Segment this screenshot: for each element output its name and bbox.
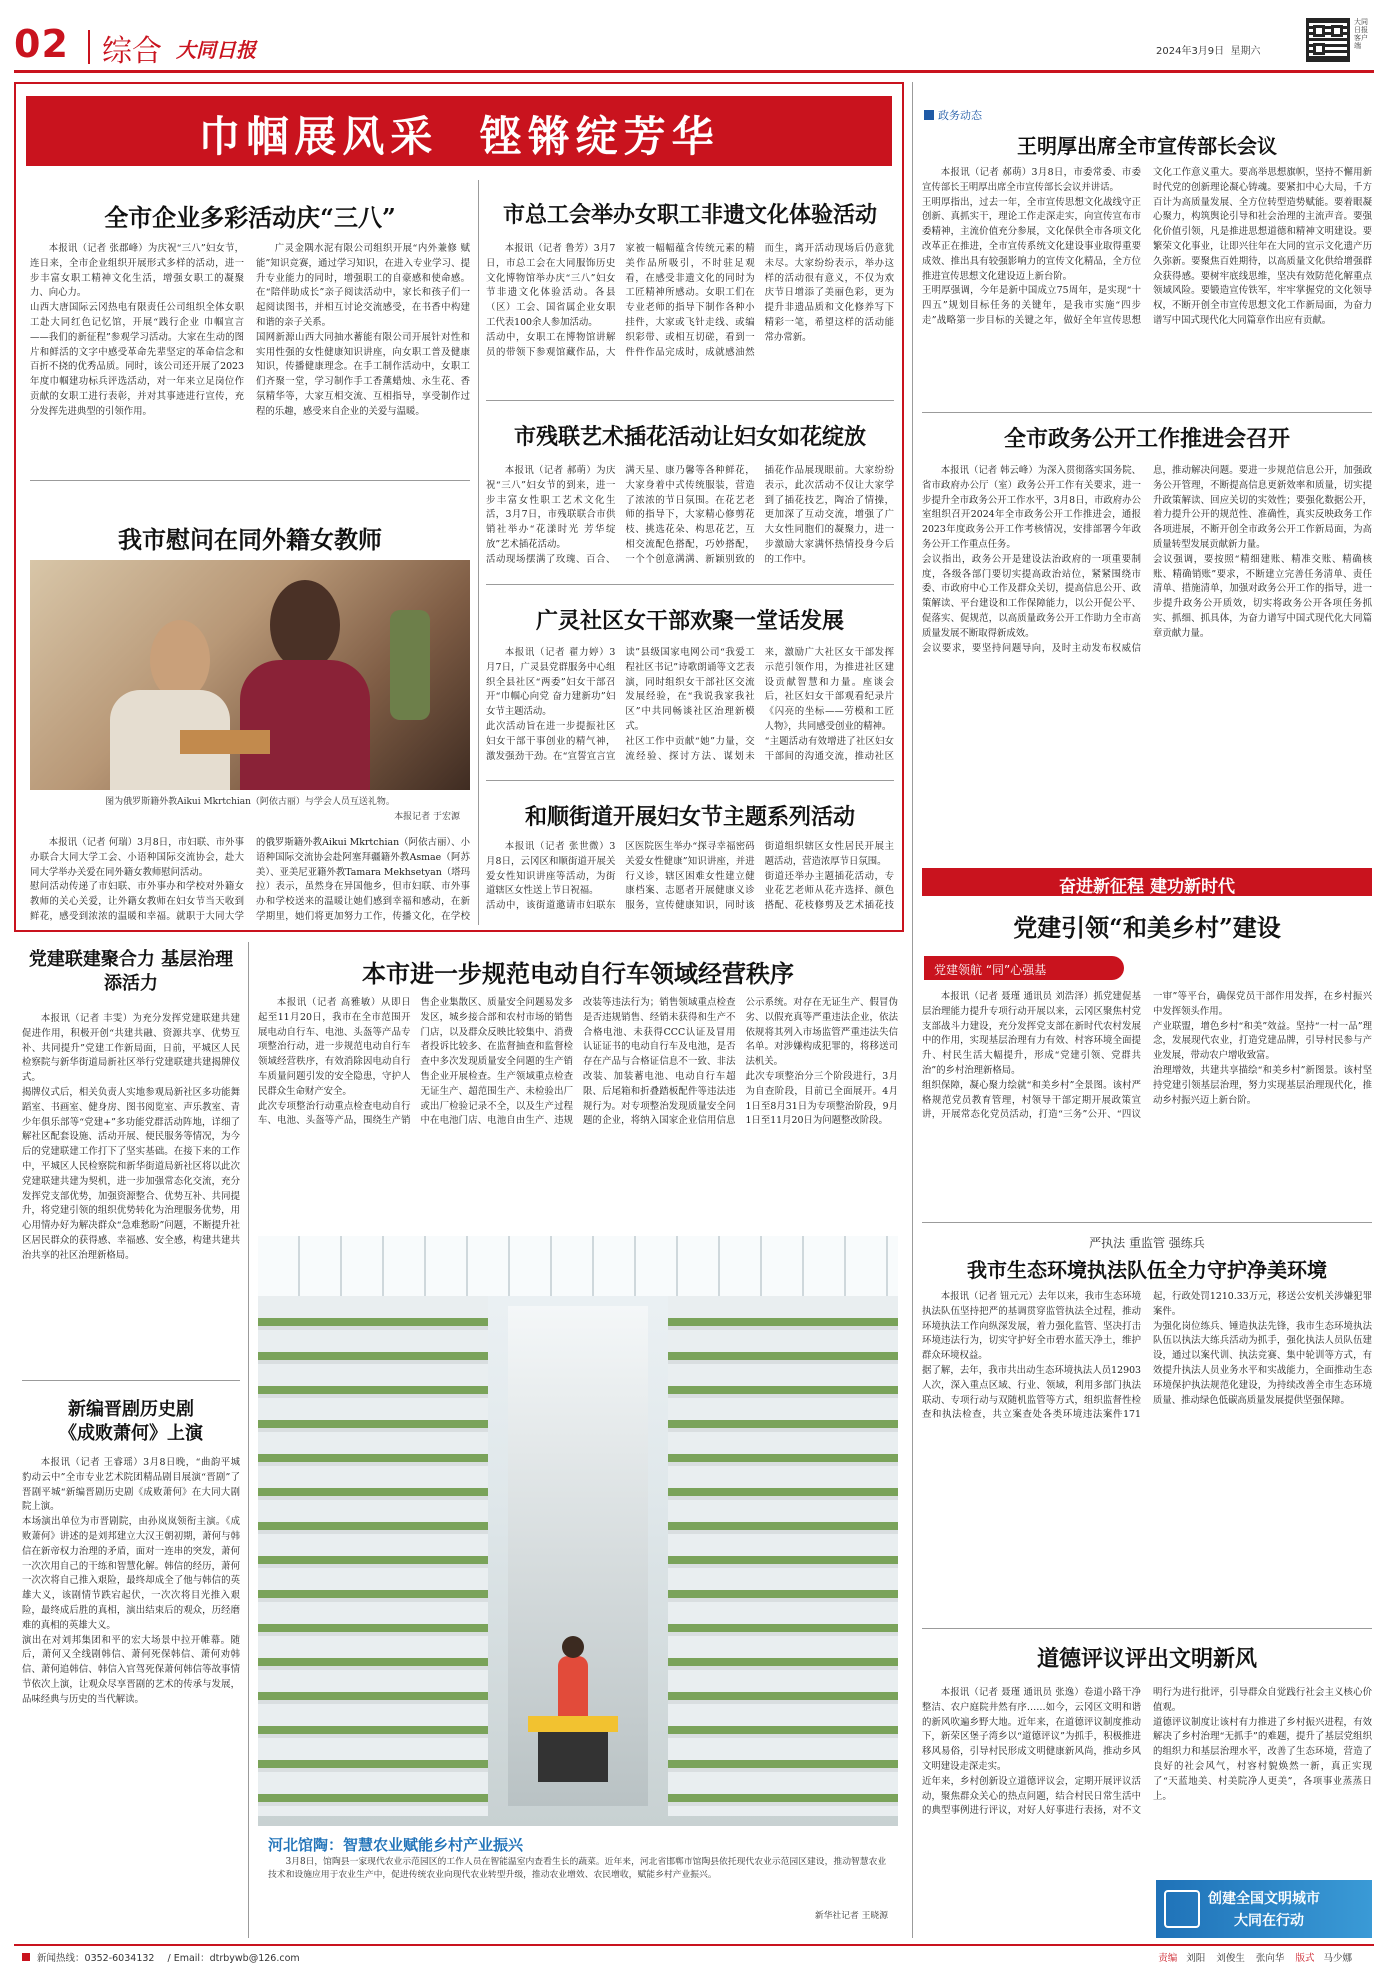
article-body: 本报讯（记者 聂瑾 通讯员 刘浩泽）抓党建促基层治理能力提升专项行动开展以来，云冈区聚焦村党支部战斗力建设，充分发挥党支部在新时代农村发展中的作用，实现基层治理有力有效、村容环境全面提升、村民生活大幅提升，形成“党建引领、党群共治”的乡村治理新格局。 组织保障，凝心聚力绘就“和美乡村”全景图。该村严格规范党员教育管理，村领导干部定期开展政策宣讲，开展常态化党员活动，打造“三务”公开、“四议一审”等平台，确保党员干部作用发挥，在乡村振兴中发挥领头作用。 产业联盟，增色乡村“和美”效益。坚持“一村一品”理念，发展现代农业，打造党建品牌，引导村民参与产业发展，带动农户增收致富。 治理增效，共建共享描绘“和美乡村”新图景。该村坚持党建引领基层治理，努力实现基层治理现代化，推动乡村振兴迈上新台阶。 — [922, 991, 1372, 1121]
article-title: 本市进一步规范电动自行车领域经营秩序 — [362, 959, 794, 988]
proof-name: 张向华 — [1255, 1953, 1285, 1964]
article-title: 道德评议评出文明新风 — [1036, 1646, 1257, 1672]
photo-credit: 本报记者 于宏源 — [394, 812, 460, 822]
news-tag — [924, 106, 982, 124]
article-body: 本报讯（记者 聂瑾 通讯员 张逸）卷道小路干净整洁、农户庭院井然有序……如今，云冈区文明和谐的新风吹遍乡野大地。近年来，在道德评议制度推动下，新荣区堡子湾乡以“道德评议”为抓手，积极推进移风易俗，引导村民形成文明健康新风尚，推动乡风文明建设走深走实。 近年来，乡村创新设立道德评议会，定期开展评议活动，聚焦群众关心的热点问题，结合村民日常生活中的典型事例进行评议，对好人好事进行表扬，对不文明行为进行批评，引导群众自觉践行社会主义核心价值观。 道德评议制度让该村有力推进了乡村振兴进程，有效解决了乡村治理“无抓手”的难题，提升了基层党组织的组织力和基层治理水平，改善了生态环境，营造了良好的社会风气，村容村貌焕然一新，真正实现了“天蓝地美、村美院净人更美”，各项事业蒸蒸日上。 — [922, 1687, 1372, 1817]
banner — [26, 96, 892, 166]
article-title — [22, 1398, 240, 1446]
article-title: 全市政务公开工作推进会召开 — [1003, 426, 1290, 452]
article-body: 本报讯（记者 王睿瑶）3月8日晚，“曲韵平城 豹动云中”全市专业艺术院团精品剧目展演“晋剧”了晋剧平城“新编晋剧历史剧《成败萧何》在大同大剧院上演。 本场演出单位为市晋剧院，由孙岚岚领衔主演。《成败萧何》讲述的是刘邦建立大汉王朝初期，萧何与韩信在新帝权力治理的矛盾，面对一连串的突发，萧何一次次用自己的干练和智慧化解。韩信的经历，萧何一次次将自己推入艰险，最终却成全了他与韩信的英雄大义，该剧情节跌宕起伏，一次次将目光推入艰险，最终成后胜的真相，演出结束后的观众，历经磨难的真相的英雄大义。 演出在对刘邦集团和平的宏大场景中拉开帷幕。随后，萧何又全线剧韩信、萧何死保韩信、萧何劝韩信、萧何追韩信、韩信入官驾死保萧何韩信等故事情节依次上演，让观众尽享晋剧的艺术的传承与发展，品味经典与历史的当代解读。 — [22, 1457, 240, 1705]
divider — [922, 412, 1372, 413]
header-divider — [88, 30, 90, 64]
column-divider — [478, 180, 479, 925]
phone-icon — [22, 1953, 30, 1961]
divider — [486, 780, 894, 781]
section-name: 综合 — [102, 34, 162, 69]
photo-credit: 新华社记者 王晓源 — [814, 1911, 888, 1921]
article-body: 本报讯（记者 翟力婷）3月7日，广灵县党群服务中心组织全县社区“两委”妇女干部召开“巾帼心向党 奋力建新功”妇女节主题活动。 此次活动旨在进一步提振社区妇女干部干事创业的精气神，激发强劲干劲。在“宣誓宣言宣读”县级国家电网公司“我爱工程社区书记”诗歌朗诵等文艺表演，同时组织女干部社区交流发展经验，在“我说我家我社区”中共同畅谈社区治理新模式。 社区工作中贡献“她”力量，交流经验、探讨方法、谋划未来，激励广大社区女干部发挥示范引领作用，为推进社区建设贡献智慧和力量。座谈会后，社区妇女干部观看纪录片《闪亮的坐标——劳模和工匠人物》，共同感受创业的精神。 “主题活动有效增进了社区妇女干部间的沟通交流，推动社区 — [486, 647, 894, 762]
article-title: 市残联艺术插花活动让妇女如花绽放 — [513, 424, 866, 450]
article-title: 和顺街道开展妇女节主题系列活动 — [524, 804, 855, 830]
divider — [22, 1380, 240, 1381]
article-title: 市总工会举办女职工非遗文化体验活动 — [502, 202, 877, 228]
article-body: 本报讯（记者 鲁芳）3月7日，市总工会在大同服饰历史文化博物馆举办庆“三八”妇女节非遗文化体验活动。各县（区）工会、国省属企业女职工代表100余人参加活动。 活动中，女职工在博物馆讲解员的带领下参观馆藏作品，大家被一幅幅蕴含传统元素的精美作品所吸引，不时驻足观看，在感受非遗文化的同时为工匠精神所感动。女职工们在专业老师的指导下制作各种小挂件，大家或飞针走线、或编织彩带、或相互切磋，看到一件件作品完成时，成就感油然而生，离开活动现场后仍意犹未尽。大家纷纷表示，举办这样的活动很有意义，不仅为欢庆节日增添了美丽色彩，更为提升非遗品质和文化修养写下精彩一笔，希望这样的活动能常办常新。 — [486, 243, 894, 358]
layout-name: 马少娜 — [1323, 1953, 1352, 1964]
article-body: 本报讯（记者 郝萌）为庆祝“三八”妇女节的到来，进一步丰富女性职工艺术文化生活，3月7日，市残联联合市供销社举办“花漾时光 芳华绽放”艺术插花活动。 活动现场摆满了玫瑰、百合、满天星、康乃馨等各种鲜花，大家身着中式传统服装，营造了浓浓的节日氛围。在花艺老师的指导下，大家精心修剪花枝、挑选花朵、构思花艺，互相交流配色搭配，巧妙搭配，一个个创意满满、新颖别致的插花作品展现眼前。大家纷纷表示，此次活动不仅让大家学到了插花技艺，陶冶了情操，更加深了互动交流，增强了广大女性同胞们的凝聚力，进一步激励大家满怀热情投身今后的工作中。 — [486, 465, 894, 565]
tag-square-icon — [924, 110, 934, 120]
sub-tag-text: 党建领航 “同”心强基 — [934, 963, 1047, 977]
article-body: 本报讯（记者 高雅敏）从即日起至11月20日，我市在全市范围开展电动自行车、电池、头盔等产品专项整治行动，进一步规范电动自行车领域经营秩序，有效消除因电动自行车质量问题引发的安全隐患，守护人民群众生命财产安全。 此次专项整治行动重点检查电动自行车、电池、头盔等产品，围绕生产销售企业集散区、质量安全问题易发多发区，城乡接合部和农村市场的销售门店，以及群众反映比较集中、消费者投诉比较多、在监督抽查和监督检查中多次发现质量安全问题的生产销售企业开展检查。生产领域重点检查无证生产、超范围生产、未检验出厂或出厂检验记录不全，以及生产过程中在电池门店、电池自由生产、违规改装等违法行为；销售领域重点检查是否违规销售、经销未获得和生产不合格电池、未获得CCC认证及冒用认证证书的电动自行车及电池，是否存在产品与合格证信息不一致、非法改装、加装蓄电池、电动自行车超限、后尾箱和折叠踏板配件等违法违规行为。对专项整治发现质量安全问题的企业，将纳入国家企业信用信息公示系统。对存在无证生产、假冒伪劣、以假充真等严重违法企业，依法依规将其列入市场监管严重违法失信名单。对涉嫌构成犯罪的，将移送司法机关。 此次专项整治分三个阶段进行，3月为自查阶段，目前已全面展开。4月1日至8月31日为专项整治阶段，9月1日至11月20日为问题整改阶段。 — [258, 997, 898, 1127]
divider — [486, 584, 894, 585]
section-banner — [922, 868, 1372, 896]
paper-logo: 大同日报 — [176, 38, 256, 62]
column-divider — [912, 82, 913, 1938]
article-title: 党建联建聚合力 基层治理添活力 — [28, 949, 234, 994]
header-rule — [14, 70, 1374, 73]
badge-line: 大同在行动 — [1234, 1913, 1304, 1929]
badge-icon — [1164, 1890, 1200, 1928]
article-title: 王明厚出席全市宣传部长会议 — [1017, 134, 1277, 158]
tag-label: 政务动态 — [938, 109, 982, 122]
divider — [922, 1628, 1372, 1629]
footer: 新闻热线：0352-6034132 / Email：dtrbywb@126.com 责编 刘阳 刘俊生 张向华 版式 马少娜 — [22, 1950, 1372, 1968]
photo-caption-title: 河北馆陶：智慧农业赋能乡村产业振兴 — [268, 1836, 524, 1854]
reviewer-name: 刘俊生 — [1216, 1953, 1245, 1964]
banner-title: 巾帼展风采 铿锵绽芳华 — [198, 112, 720, 161]
article-body: 本报讯（记者 丰雯）为充分发挥党建联建共建促进作用，积极开创“共建共融、资源共享、优势互补、共同提升”党建工作新局面，日前，平城区人民检察院与新华街道局新社区举行党建联建共建揭牌仪式。 揭牌仪式后，相关负责人实地参观局新社区多功能舞蹈室、书画室、健身房、图书阅览室、声乐教室、青少年俱乐部等“党建+”多功能党群活动阵地，详细了解社区配套设施、活动开展、便民服务等情况，为今后的党建联建工作打下了坚实基础。在接下来的工作中，平城区人民检察院和新华街道局新社区将以此次党建联建共建为契机，进一步加强常态化交流，充分发挥党支部优势，加强资源整合、优势互补、共同提升，将党建引领的组织优势转化为治理服务优势，用心用情办好为解决群众“急难愁盼”问题，不断提升社区居民群众的获得感、幸福感、安全感，构建共建共治共享的社区治理新格局。 — [22, 1013, 240, 1261]
column-divider — [248, 942, 249, 1938]
photo-caption: 图为俄罗斯籍外教Aikui Mkrtchian（阿依古丽）与学会人员互送礼物。 — [105, 797, 395, 807]
article-body: 本报讯（记者 张世微）3月8日，云冈区和顺街道开展关爱女性知识讲座等活动，为街道辖区女性送上节日祝福。 活动中，该街道邀请市妇联东区医院医生举办“探寻幸福密码 关爱女性健康”知识讲座，并进行义诊，辖区困难女性建立健康档案、志愿者开展健康义诊服务，宣传健康知识，同时该街道组织辖区女性居民开展主题活动，营造浓厚节日氛围。 街道还举办主题插花活动，专业花艺老师从花卉选择、颜色搭配、花枝修剪及艺术插花技 — [486, 841, 894, 912]
photo-caption: 3月8日，馆陶县一家现代农业示范园区的工作人员在智能温室内查看生长的蔬菜。近年来，河北省邯郸市馆陶县依托现代农业示范园区建设，推动智慧农业技术和设施应用于农业生产中，促进传统农业向现代农业转型升级，推动农业增效、农民增收，赋能乡村产业振兴。 — [268, 1857, 887, 1880]
footer-rule — [14, 1944, 1374, 1946]
article-title: 全市企业多彩活动庆“三八” — [104, 203, 396, 232]
weekday-text: 星期六 — [1230, 46, 1261, 57]
editor-label: 责编 — [1158, 1953, 1178, 1964]
divider — [30, 480, 470, 481]
divider — [922, 1222, 1372, 1223]
sub-tag — [924, 956, 1124, 980]
article-title: 我市生态环境执法队伍全力守护净美环境 — [967, 1258, 1327, 1282]
article-body: 本报讯（记者 何瑞）3月8日，市妇联、市外事办联合大同大学工会、小语种国际交流协会，赴大同大学举办关爱在同外籍女教师慰问活动。 慰问活动传递了市妇联、市外事办和学校对外籍女教师的关心关爱，让外籍女教师在妇女节当天收到鲜花，感受到浓浓的温暖和幸福。就职于大同大学的俄罗斯籍外教Aikui Mkrtchian（阿依古丽）、小语种国际交流协会赴阿塞拜疆籍外教Asmae（阿苏美）、亚美尼亚籍外教Tamara Mekhsetyan（塔玛拉）表示，虽然身在异国他乡，但市妇联、市外事办和学校送来的温暖让她们感到幸福和感动，在新学期里，她们将更加努力工作，传播文化，在学校 — [30, 837, 470, 922]
article-body: 本报讯（记者 钮元元）去年以来，我市生态环境执法队伍坚持把严的基调贯穿监管执法全过程，推动环境执法工作向纵深发展，着力强化监管、坚决打击环境违法行为，切实守护好全市碧水蓝天净土，维护群众环境权益。 据了解，去年，我市共出动生态环境执法人员12903人次，深入重点区域、行业、领域，利用多部门执法联动、专项行动与双随机监管等方式，组织监督性检查和执法检查，共立案查处各类环境违法案件171起，行政处罚1210.33万元，移送公安机关涉嫌犯罪案件。 为强化岗位练兵、锤造执法先锋，我市生态环境执法队伍以执法大练兵活动为抓手，强化执法人员队伍建设，通过以案代训、执法竞赛、集中轮训等方式，有效提升执法人员业务水平和实战能力，全面推动生态环境保护执法规范化建设，为持续改善全市生态环境质量、推动绿色低碳高质量发展提供坚强保障。 — [922, 1291, 1372, 1421]
divider — [486, 400, 894, 401]
section-banner-text: 奋进新征程 建功新时代 — [1059, 877, 1235, 897]
date-text: 2024年3月9日 — [1156, 46, 1225, 57]
header-date — [1156, 42, 1261, 57]
article-body: 广灵金隅水泥有限公司组织开展“内外兼修 赋能”知识竞赛，通过学习知识，在进入专业学习、提升专业能力的同时，增强职工的自豪感和使命感。在“陪伴助成长”亲子阅读活动中，家长和孩子们一起阅读图书，并相互讨论交流感受，在书香中构建和谐的亲子关系。 国网新源山西大同抽水蓄能有限公司开展针对性和实用性强的女性健康知识讲座，向女职工普及健康知识，传播健康理念。在手工制作活动中，女职工们齐聚一堂，学习制作手工香薰蜡烛、永生花、香氛精华等，大家互相交流、互相指导，享受制作过程的乐趣，感受来自企业的关爱与温暖。 — [256, 243, 470, 417]
teacher-photo — [30, 560, 470, 790]
farm-photo — [258, 1236, 898, 1826]
badge-line: 创建全国文明城市 — [1208, 1891, 1320, 1907]
title-line: 《成败萧何》上演 — [59, 1423, 203, 1444]
qr-code — [1306, 18, 1350, 62]
qr-label: 大同日报客户端 — [1354, 18, 1368, 50]
title-line: 新编晋剧历史剧 — [68, 1399, 194, 1420]
article-title: 我市慰问在同外籍女教师 — [118, 525, 382, 554]
article-body: 本报讯（记者 郝萌）3月8日，市委常委、市委宣传部长王明厚出席全市宣传部长会议并讲话。 王明厚指出，过去一年，全市宣传思想文化战线守正创新、真抓实干，理论工作走深走实，向宣传宣布市委精神，主流价值充分参展，文化保供全市各项文化改革正在推进，全市宣传系统文化建设事业取得重要成效、推出具有较强影响力的宣传文化精品，全方位推进宣传思想文化建设迈上新台阶。 王明厚强调，今年是新中国成立75周年，是实现“十四五”规划目标任务的关键年，是我市实施“四步走”战略第一步目标的关键之年，做好全年宣传思想文化工作意义重大。要高举思想旗帜，坚持不懈用新时代党的创新理论凝心铸魂。要紧扣中心大局，千方百计为高质量发展、全方位转型造势赋能。要着眼凝心聚力，构筑舆论引导和社会治理的主流声音。要强化价值引领，凡是推进思想道德和精神文明建设。要繁荣文化事业，让即兴往年在大同的宣示文化遗产历久弥新。要聚焦百姓期待，以高质量文化供给增强群众获得感。要树牢底线思维，坚决有效防范化解重点领域风险。要锻造宣传铁军，牢牢掌握党的文化领导权，不断开创全市宣传思想文化工作新局面，为奋力谱写中国式现代化大同篇章作出应有贡献。 — [922, 167, 1372, 326]
article-kicker: 严执法 重监管 强练兵 — [1089, 1236, 1205, 1250]
editor-name: 刘阳 — [1186, 1953, 1206, 1964]
footer-hotline: 新闻热线：0352-6034132 — [37, 1953, 155, 1964]
page-number: 02 — [14, 22, 69, 66]
article-title: 党建引领“和美乡村”建设 — [1013, 913, 1281, 942]
article-title: 广灵社区女干部欢聚一堂话发展 — [535, 608, 844, 634]
civilization-badge — [1156, 1880, 1372, 1938]
footer-email[interactable]: Email：dtrbywb@126.com — [173, 1953, 300, 1964]
article-body: 本报讯（记者 张郡峰）为庆祝“三八”妇女节，连日来，全市企业组织开展形式多样的活动，进一步丰富女职工精神文化生活，增强女职工的凝聚力、向心力。 山西大唐国际云冈热电有限责任公司组织全体女职工赴大同红色记忆馆，开展“践行企业 巾帼宣言——我们的新征程”参观学习活动。大家在生动的图片和鲜活的文字中感受革命先辈坚定的革命信念和百折不挠的优秀品质。同时，该公司还开展了2023年度巾帼建功标兵评选活动，对一年来立足岗位作贡献的女职工进行表彰，并对其事迹进行宣传，充分发挥先进典型的引领作用。 — [30, 243, 244, 417]
layout-label: 版式 — [1295, 1953, 1315, 1964]
article-body: 本报讯（记者 韩云峰）为深入贯彻落实国务院、省市政府办公厅（室）政务公开工作有关要求，进一步提升全市政务公开工作水平，3月8日，市政府办公室组织召开2024年全市政务公开工作推进会，通报2023年度政务公开工作考核情况，安排部署今年政务公开工作重点任务。 会议指出，政务公开是建设法治政府的一项重要制度，各级各部门要切实提高政治站位，紧紧围绕市委、市政府中心工作及群众关切，提高信息公开、政策解读、平台建设和工作保障能力，以公开促公平、促落实、促规范，以高质量政务公开工作助力全市高质量发展不断取得新成效。 会议要求，要坚持问题导向，及时主动发布权威信息，推动解决问题。要进一步规范信息公开，加强政务公开管理，不断提高信息更新效率和质量，切实提升政策解读、回应关切的实效性；要强化数据公开，着力提升公开的规范性、准确性，真实反映政务工作各项进展，不断开创全市政务公开工作新局面，为高质量转型发展贡献新力量。 会议强调，要按照“精细建账、精准交账、精确核账、精确销账”要求，不断建立完善任务清单、责任清单、措施清单，加强对政务公开工作的指导，进一步提升政务公开质效，切实将政务公开各项任务抓实、抓细、抓具体，为奋力谱写中国式现代化大同篇章贡献力量。 — [922, 465, 1372, 654]
